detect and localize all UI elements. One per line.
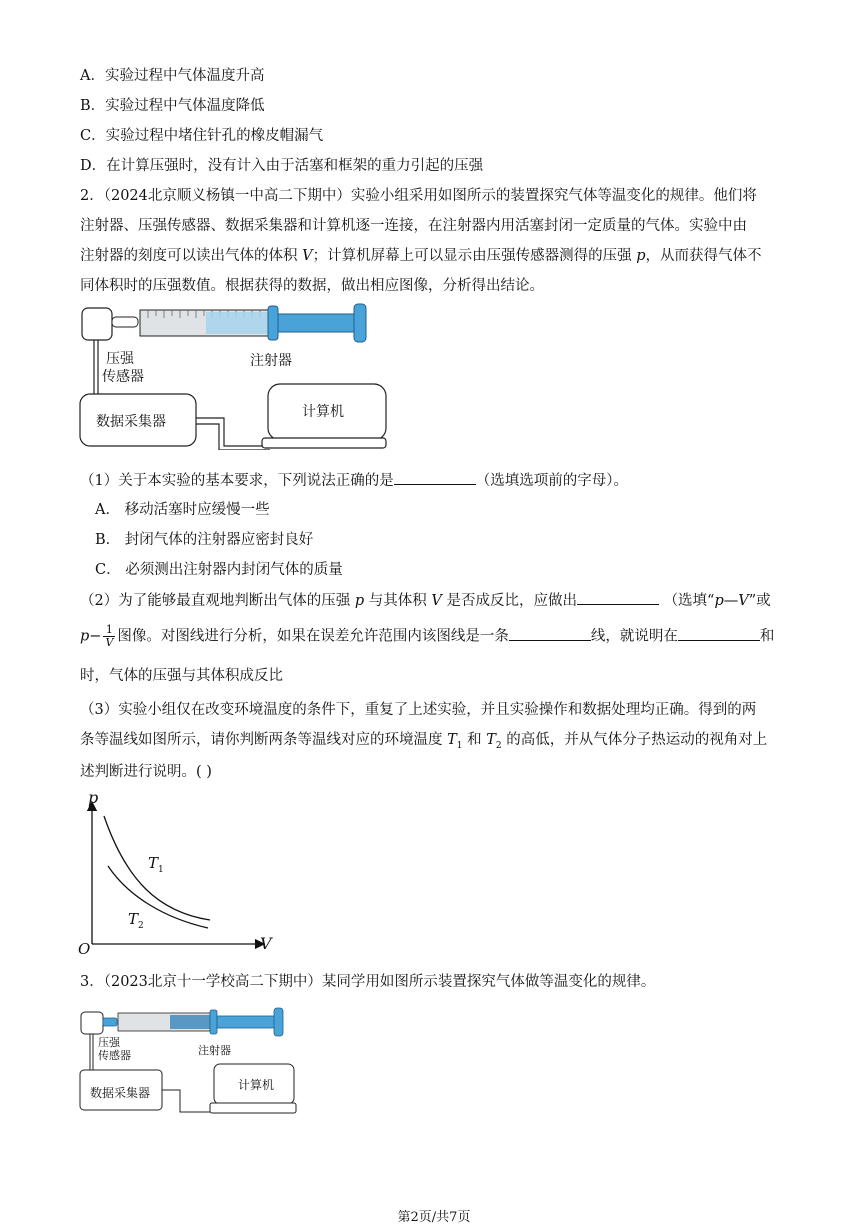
answer-blank-2[interactable]: [577, 590, 659, 605]
answer-blank-3[interactable]: [509, 626, 591, 641]
q3-collector-label: 数据采集器: [90, 1086, 151, 1100]
q2-sub2-c: 是否成反比，应做出: [441, 593, 577, 609]
q2-sub2-e: ”或: [748, 593, 771, 609]
var-p: p: [80, 628, 90, 645]
sensor-label-line-2: 传感器: [102, 369, 144, 385]
curve-t1-letter: T: [148, 854, 159, 872]
q2-sub2-line2-b: 线，就说明在: [590, 628, 678, 645]
var-t2-sub: 2: [495, 740, 502, 751]
sensor-label: [102, 350, 144, 386]
fraction-one-over-v: [103, 624, 115, 649]
isotherm-graph: [74, 788, 284, 960]
computer-label: 计算机: [302, 404, 344, 420]
curve-t2-label: [128, 910, 144, 931]
frac-denominator: V: [105, 636, 114, 649]
option-b: B．实验过程中气体温度降低: [80, 98, 265, 114]
var-v: V: [431, 593, 442, 609]
q2-sub1-b: （选填选项前的字母）。: [475, 473, 628, 489]
q3-apparatus-figure: [78, 1006, 300, 1116]
syringe-label: 注射器: [250, 353, 292, 369]
q2-line-3-c: ，从而获得气体不: [645, 248, 762, 264]
curve-t2-letter: T: [128, 910, 139, 928]
q2-sub1: [80, 470, 628, 491]
q2-line-4: 同体积时的压强数值。根据获得的数据，做出相应图像，分析得出结论。: [80, 278, 544, 294]
q2-line-1: 2．（2024北京顺义杨镇一中高二下期中）实验小组采用如图所示的装置探究气体等温变化的规律。他们将: [80, 188, 757, 204]
isotherm-svg: [74, 788, 284, 960]
q2-sub2-line-2: [80, 624, 774, 649]
var-t1: T: [447, 732, 457, 748]
q2-sub3-line-2: [80, 730, 767, 756]
q3-computer-label: 计算机: [238, 1078, 275, 1092]
var-p: p: [636, 248, 646, 264]
page-footer: 第2页/共7页: [397, 1210, 471, 1225]
q2-sub3-a: 条等温线如图所示，请你判断两条等温线对应的环境温度: [80, 732, 448, 748]
q3-sensor-label-line-1: 压强: [98, 1036, 120, 1049]
origin-label: O: [78, 940, 91, 958]
q2-sub2-line-3: 时，气体的压强与其体积成反比: [80, 668, 283, 684]
answer-blank-1[interactable]: [394, 470, 476, 485]
option-c: C．实验过程中堵住针孔的橡皮帽漏气: [80, 128, 324, 144]
q2-apparatus-figure: [78, 300, 388, 450]
q2-sub1-option-c: C． 必须测出注射器内封闭气体的质量: [95, 562, 343, 578]
q2-sub1-option-b: B． 封闭气体的注射器应密封良好: [95, 532, 314, 548]
curve-t1-sub: 1: [158, 865, 164, 875]
y-axis-label: p: [88, 788, 99, 807]
var-t1-sub: 1: [456, 740, 463, 751]
q3-line-1: 3．（2023北京十一学校高二下期中）某同学用如图所示装置探究气体做等温变化的规律。: [80, 974, 656, 990]
answer-blank-4[interactable]: [678, 626, 760, 641]
var-p: p: [354, 593, 365, 609]
q2-sub3-b: 的高低，并从气体分子热运动的视角对上: [501, 732, 768, 748]
sensor-label-line-1: 压强: [106, 351, 134, 367]
minus-sign: −: [89, 628, 102, 645]
q2-sub2-a: （2）为了能够最直观地判断出气体的压强: [80, 593, 355, 609]
q3-syringe-label: 注射器: [198, 1044, 231, 1057]
q2-sub3-and: 和: [462, 732, 487, 748]
q2-sub3-line-3: 述判断进行说明。( ): [80, 764, 212, 780]
q3-sensor-label-line-2: 传感器: [98, 1049, 131, 1062]
q2-line-2: 注射器、压强传感器、数据采集器和计算机逐一连接，在注射器内用活塞封闭一定质量的气体。实验中由: [80, 218, 747, 234]
q2-sub2-d: （选填“: [663, 593, 715, 609]
collector-label: 数据采集器: [96, 414, 166, 430]
q2-sub3-line-1: （3）实验小组仅在改变环境温度的条件下，重复了上述实验，并且实验操作和数据处理均正确。得到的两: [80, 702, 757, 718]
q2-sub1-a: （1）关于本实验的基本要求，下列说法正确的是: [80, 473, 394, 489]
q2-sub2-b: 与其体积: [364, 593, 432, 609]
q2-line-3-a: 注射器的刻度可以读出气体的体积: [80, 248, 303, 264]
curve-t1-label: [148, 854, 164, 875]
q2-line-3-b: ；计算机屏幕上可以显示由压强传感器测得的压强: [312, 248, 637, 264]
isotherm-t2: [108, 866, 208, 928]
option-a: A．实验过程中气体温度升高: [80, 68, 265, 84]
frac-numerator: 1: [103, 624, 115, 637]
var-v: V: [302, 248, 313, 264]
curve-t2-sub: 2: [138, 921, 144, 931]
q2-sub2-line-1: [80, 590, 771, 611]
q2-sub2-line2-c: 和: [759, 628, 775, 645]
var-t2: T: [486, 732, 496, 748]
pv-label: p—V: [714, 593, 749, 609]
q2-sub1-option-a: A． 移动活塞时应缓慢一些: [95, 502, 270, 518]
q3-sensor-label: [98, 1036, 131, 1062]
q2-sub2-line2-a: 图像。对图线进行分析，如果在误差允许范围内该图线是一条: [117, 628, 509, 645]
option-d: D．在计算压强时，没有计入由于活塞和框架的重力引起的压强: [80, 158, 484, 174]
x-axis-label: V: [260, 934, 272, 953]
q2-line-3: [80, 246, 762, 266]
